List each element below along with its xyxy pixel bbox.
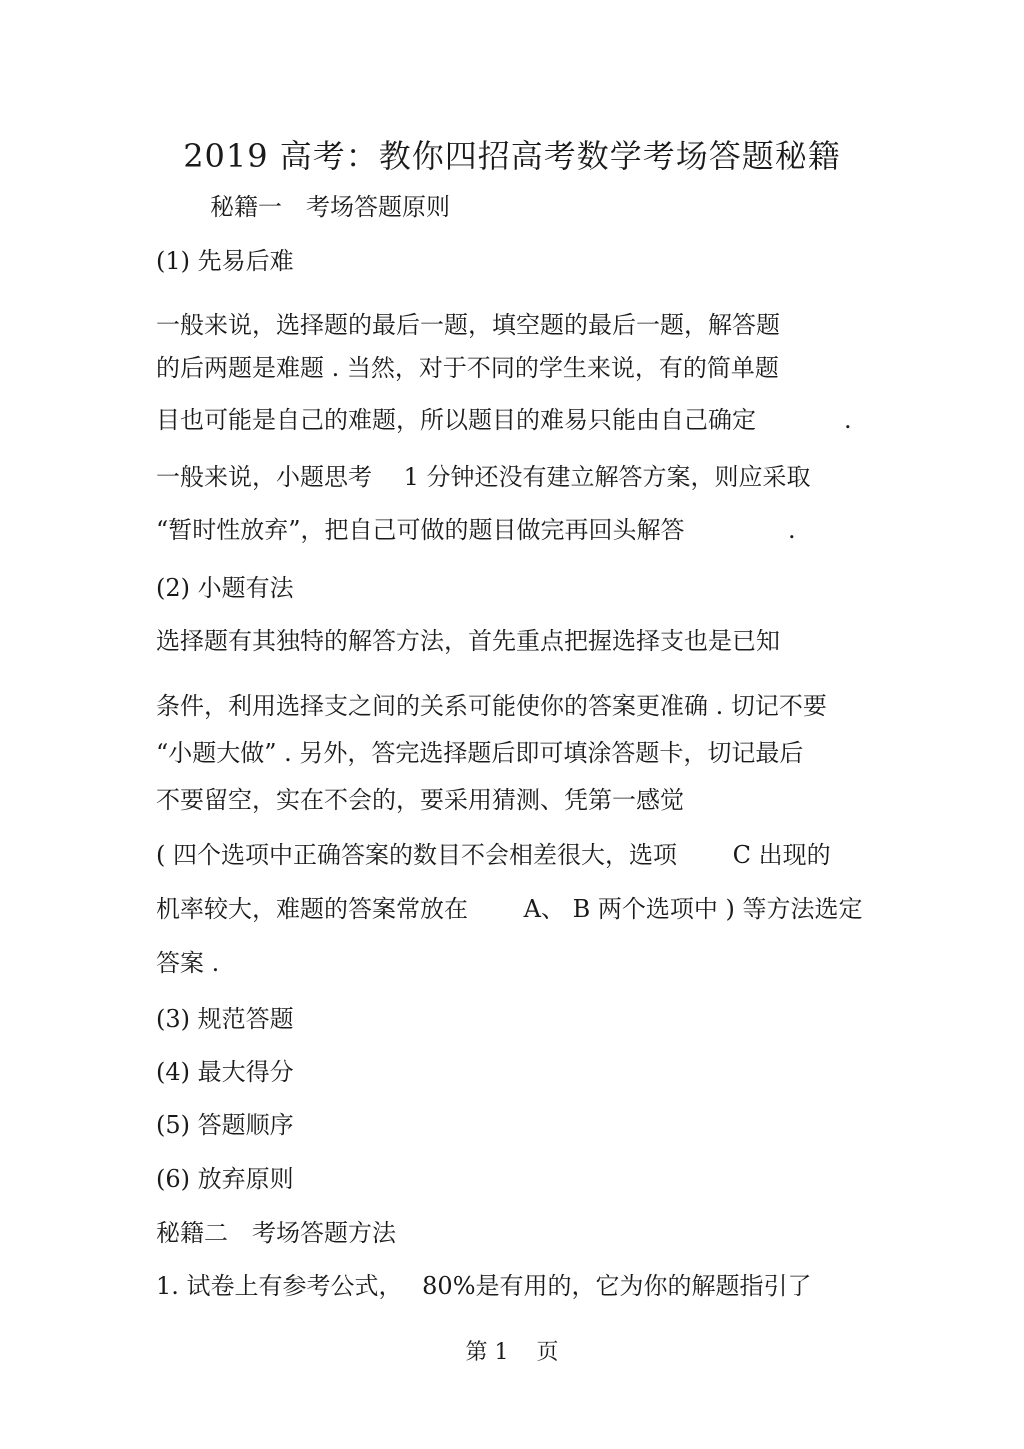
page-title: 2019 高考：教你四招高考数学考场答题秘籍 [183,137,841,175]
para-2-line-3: “小题大做” . 另外，答完选择题后即可填涂答题卡，切记最后 [156,739,804,767]
item-1-heading: (1) 先易后难 [156,247,294,275]
para-1-line-2: 的后两题是难题 . 当然，对于不同的学生来说，有的简单题 [156,354,779,382]
section-2-heading: 秘籍二 考场答题方法 [156,1219,396,1247]
section-1-heading: 秘籍一 考场答题原则 [210,193,450,221]
para-2-line-4: 不要留空，实在不会的，要采用猜测、凭第一感觉 [156,786,684,814]
para-2-line-6: 机率较大，难题的答案常放在 A、 B 两个选项中 ) 等方法选定 [156,895,863,923]
page-suffix-label: 页 [536,1340,559,1365]
para-1-line-3: 目也可能是自己的难题，所以题目的难易只能由自己确定 [156,406,756,434]
para-1-line-5: “暂时性放弃”，把自己可做的题目做完再回头解答 [156,516,685,544]
para-1-line-4: 一般来说，小题思考 1 分钟还没有建立解答方案，则应采取 [156,463,811,491]
para-1-line-1: 一般来说，选择题的最后一题，填空题的最后一题，解答题 [156,311,780,339]
para-1-line-5-end: . [788,516,796,544]
item-6-heading: (6) 放弃原则 [156,1165,294,1193]
item-4-heading: (4) 最大得分 [156,1058,294,1086]
para-2-line-5: ( 四个选项中正确答案的数目不会相差很大，选项 C 出现的 [156,841,831,869]
section-2-item-1: 1. 试卷上有参考公式， 80%是有用的，它为你的解题指引了 [156,1272,812,1300]
page-footer [0,1338,1024,1368]
item-5-heading: (5) 答题顺序 [156,1111,294,1139]
para-2-line-2: 条件，利用选择支之间的关系可能使你的答案更准确 . 切记不要 [156,692,827,720]
item-3-heading: (3) 规范答题 [156,1005,294,1033]
para-1-line-3-end: . [844,406,852,434]
item-2-heading: (2) 小题有法 [156,574,294,602]
para-2-line-1: 选择题有其独特的解答方法，首先重点把握选择支也是已知 [156,627,780,655]
para-2-line-7: 答案 . [156,949,220,977]
page-number-label: 第 1 [465,1340,509,1365]
